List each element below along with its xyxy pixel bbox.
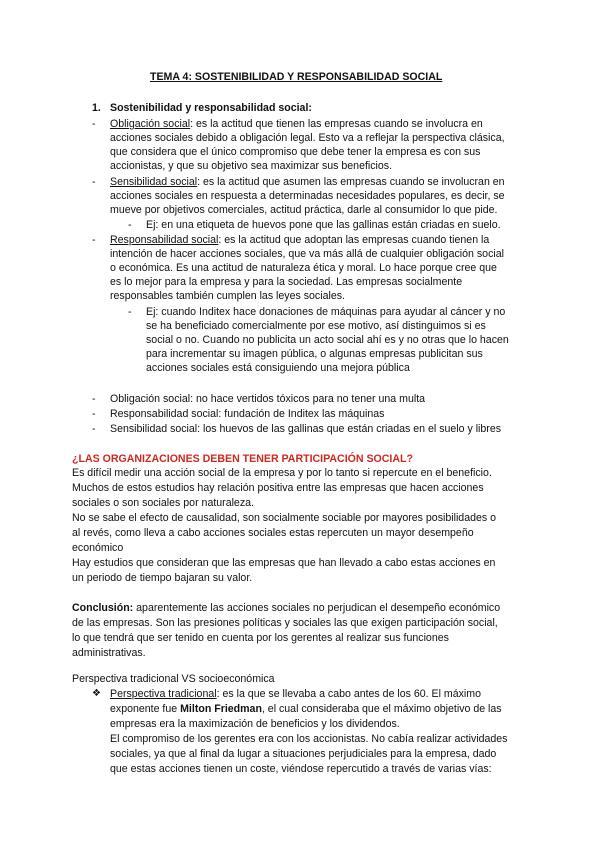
question-line-8: un periodo de tiempo bajaran su valor. xyxy=(72,572,253,584)
responsabilidad-line-5: responsables también cumplen las leyes sociales. xyxy=(110,290,345,302)
bullet-dash: - xyxy=(92,118,96,130)
question-heading: ¿LAS ORGANIZACIONES DEBEN TENER PARTICIPACIÓN SOCIAL? xyxy=(72,453,413,465)
summary-item-2: Responsabilidad social: fundación de Inditex las máquinas xyxy=(110,408,385,420)
responsabilidad-example-2: se ha beneficiado comercialmente por ese motivo, así distinguimos si es xyxy=(146,320,486,332)
perspectiva-line-4: El compromiso de los gerentes era con los accionistas. No cabía realizar actividades xyxy=(110,733,508,745)
sensibilidad-example: Ej: en una etiqueta de huevos pone que las gallinas están criadas en suelo. xyxy=(146,219,501,231)
bullet-dash: - xyxy=(92,423,96,435)
bullet-dash: - xyxy=(92,393,96,405)
sensibilidad-line-3: mueve por objetivos comerciales, actitud práctica, darle al consumidor lo que pide. xyxy=(110,204,498,216)
sub-bullet-dash: - xyxy=(128,306,132,318)
responsabilidad-line-1: Responsabilidad social: es la actitud que adoptan las empresas cuando tienen la xyxy=(110,234,490,246)
question-line-3: sociales o son sociales por naturaleza. xyxy=(72,497,254,509)
conclusion-label: Conclusión: xyxy=(72,602,134,614)
question-line-7: Hay estudios que consideran que las empresas que han llevado a cabo estas acciones en xyxy=(72,557,496,569)
perspectiva-heading: Perspectiva tradicional VS socioeconómica xyxy=(72,673,275,685)
responsabilidad-example-5: acciones sociales está consiguiendo una mejora pública xyxy=(146,362,410,374)
obligacion-term: Obligación social xyxy=(110,118,191,130)
conclusion-line-4: administrativas. xyxy=(72,647,146,659)
bullet-dash: - xyxy=(92,234,96,246)
responsabilidad-example-4: para incrementar su imagen pública, o algunas empresas publicitan sus xyxy=(146,348,483,360)
responsabilidad-line-2: intención de hacer acciones sociales, que va más allá de cualquier obligación social xyxy=(110,248,504,260)
responsabilidad-line-3: o económica. Es una actitud de naturaleza ética y moral. Lo hace porque cree que xyxy=(110,262,497,274)
question-line-1: Es difícil medir una acción social de la empresa y por lo tanto si repercute en el beneficio. xyxy=(72,467,492,479)
sensibilidad-line-1: Sensibilidad social: es la actitud que asumen las empresas cuando se involucran en xyxy=(110,176,505,188)
perspectiva-line-5: sociales, ya que al final da lugar a situaciones perjudiciales para la empresa, dado xyxy=(110,748,497,760)
summary-item-1: Obligación social: no hace vertidos tóxicos para no tener una multa xyxy=(110,393,426,405)
perspectiva-line-1: Perspectiva tradicional: es la que se llevaba a cabo antes de los 60. El máximo xyxy=(110,688,482,700)
responsabilidad-example-3: social o no. Cuando no publicita un acto social ahí es y no otras que lo hacen xyxy=(146,334,509,346)
sensibilidad-line-2: acciones sociales en respuesta a determinadas necesidades populares, es decir, se xyxy=(110,190,505,202)
perspectiva-line-3: empresas era la maximización de beneficios y los dividendos. xyxy=(110,718,400,730)
bullet-dash: - xyxy=(92,176,96,188)
question-line-2: Muchos de estos estudios hay relación positiva entre las empresas que hacen acciones xyxy=(72,482,484,494)
sub-bullet-dash: - xyxy=(128,219,132,231)
question-line-4: No se sabe el efecto de causalidad, son socialmente sociable por mayores posibilidades o xyxy=(72,512,496,524)
page-title: TEMA 4: SOSTENIBILIDAD Y RESPONSABILIDAD SOCIAL xyxy=(150,71,443,83)
responsabilidad-term: Responsabilidad social xyxy=(110,234,219,246)
milton-friedman: Milton Friedman xyxy=(180,703,262,715)
diamond-bullet-icon: ❖ xyxy=(92,688,101,699)
section-number: 1. xyxy=(92,102,101,114)
conclusion-line-3: lo que tendrá que ser tenido en cuenta por los gerentes al realizar sus funciones xyxy=(72,632,449,644)
bullet-dash: - xyxy=(92,408,96,420)
sensibilidad-term: Sensibilidad social xyxy=(110,176,198,188)
conclusion-line-1: Conclusión: aparentemente las acciones sociales no perjudican el desempeño económico xyxy=(72,602,501,614)
question-line-5: al revés, como lleva a cabo acciones sociales estas repercuten un mayor desempeño xyxy=(72,527,474,539)
responsabilidad-line-4: es lo mejor para la empresa y para la sociedad. Las empresas socialmente xyxy=(110,276,463,288)
perspectiva-term: Perspectiva tradicional xyxy=(110,688,217,700)
obligacion-line-1: Obligación social: es la actitud que tienen las empresas cuando se involucra en xyxy=(110,118,483,130)
obligacion-line-2: acciones sociales debido a obligación legal. Esto va a reflejar la perspectiva clásica, xyxy=(110,132,505,144)
section-heading: Sostenibilidad y responsabilidad social: xyxy=(110,102,312,114)
responsabilidad-example-1: Ej: cuando Inditex hace donaciones de máquinas para ayudar al cáncer y no xyxy=(146,306,506,318)
obligacion-line-4: accionistas, y que su objetivo sea maximizar sus beneficios. xyxy=(110,160,393,172)
perspectiva-line-2: exponente fue Milton Friedman, el cual consideraba que el máximo objetivo de las xyxy=(110,703,502,715)
obligacion-line-3: que considera que el único compromiso que debe tener la empresa es con sus xyxy=(110,146,481,158)
perspectiva-line-6: que estas acciones tienen un coste, viéndose repercutido a través de varias vías: xyxy=(110,763,492,775)
question-line-6: económico xyxy=(72,542,124,554)
summary-item-3: Sensibilidad social: los huevos de las gallinas que están criadas en el suelo y libres xyxy=(110,423,502,435)
conclusion-line-2: de las empresas. Son las presiones políticas y sociales las que exigen participación social, xyxy=(72,617,498,629)
